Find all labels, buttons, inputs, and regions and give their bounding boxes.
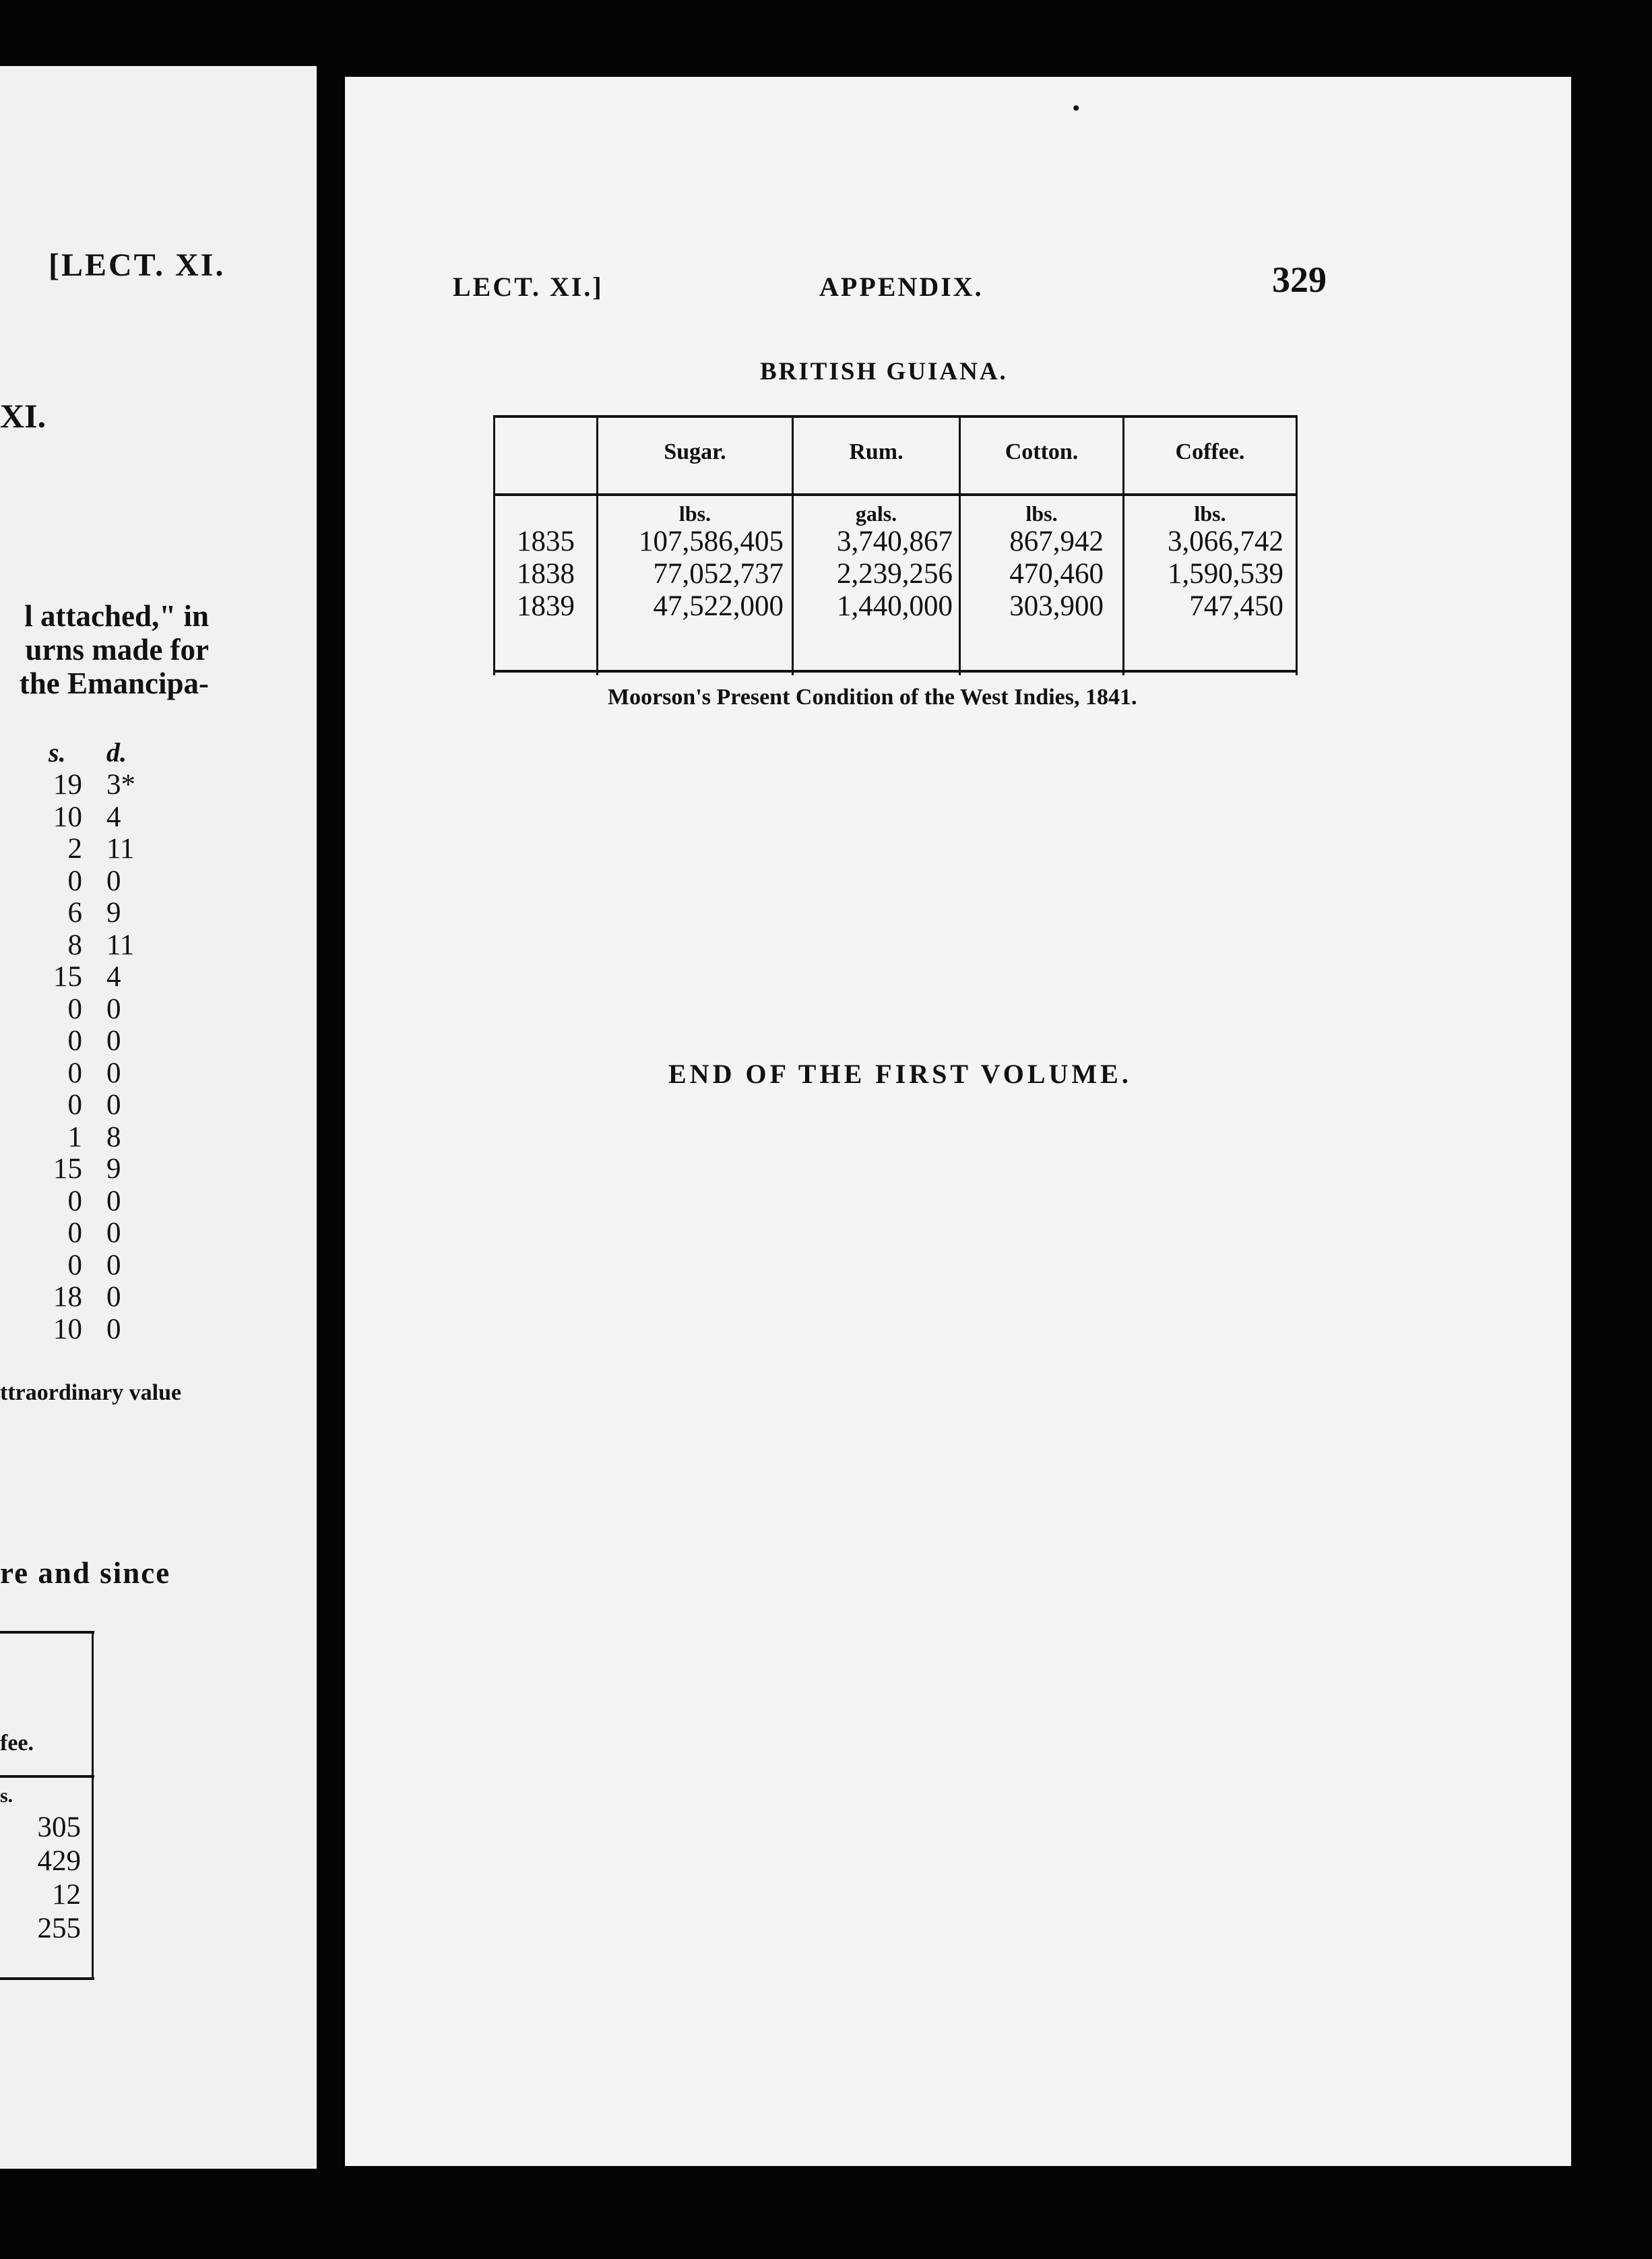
- pence-value: 11: [106, 833, 135, 865]
- year-cell: 1835: [517, 526, 575, 557]
- table-title: BRITISH GUIANA.: [760, 358, 1008, 385]
- page-number: 329: [1272, 259, 1327, 300]
- shillings-value: 10: [53, 801, 82, 833]
- shillings-value: 1: [67, 1121, 82, 1153]
- pence-value: 0: [106, 1089, 121, 1121]
- unit-rum: gals.: [855, 501, 897, 526]
- shillings-value: 0: [67, 993, 82, 1025]
- left-table-value: 255: [37, 1913, 81, 1944]
- column-sugar: [598, 526, 784, 623]
- column-header-cotton: Cotton.: [1005, 439, 1079, 464]
- unit-cotton: lbs.: [1025, 501, 1058, 526]
- cotton-cell: 470,460: [1009, 558, 1104, 590]
- money-column: [34, 737, 148, 1411]
- rum-cell: 2,239,256: [837, 558, 953, 590]
- shillings-value: 0: [67, 1089, 82, 1121]
- shillings-value: 0: [67, 1057, 82, 1089]
- pence-value: 0: [106, 1281, 121, 1313]
- pence-value: 0: [106, 1217, 121, 1249]
- rum-cell: 3,740,867: [837, 526, 953, 557]
- column-year: [497, 526, 594, 623]
- left-table-border: [92, 1631, 94, 1980]
- cotton-cell: 303,900: [1009, 590, 1104, 622]
- shillings-header: s.: [49, 737, 66, 768]
- coffee-cell: 1,590,539: [1168, 558, 1283, 590]
- shillings-value: 15: [53, 961, 82, 993]
- rum-cell: 1,440,000: [837, 590, 953, 622]
- shillings-value: 10: [53, 1313, 82, 1345]
- left-table-value: 12: [52, 1879, 81, 1911]
- left-heading: XI.: [0, 397, 46, 435]
- end-of-volume: END OF THE FIRST VOLUME.: [668, 1059, 1132, 1089]
- shillings-value: 0: [67, 865, 82, 897]
- sugar-cell: 77,052,737: [653, 558, 784, 590]
- left-text-line: l attached," in: [24, 599, 209, 633]
- left-trailing-text: re and since: [0, 1556, 171, 1590]
- pence-value: 0: [106, 1057, 121, 1089]
- right-page: [345, 77, 1571, 2166]
- left-footnote: ttraordinary value: [0, 1380, 182, 1405]
- coffee-cell: 3,066,742: [1168, 526, 1283, 557]
- shillings-value: 0: [67, 1025, 82, 1057]
- left-table-value: 429: [37, 1845, 81, 1877]
- column-cotton: [961, 526, 1104, 623]
- left-table-rule: [0, 1775, 94, 1778]
- shillings-value: 18: [53, 1281, 82, 1313]
- pence-value: 0: [106, 993, 121, 1025]
- shillings-value: 0: [67, 1249, 82, 1281]
- table-border: [1296, 415, 1298, 675]
- left-page: [0, 66, 317, 2169]
- source-citation: Moorson's Present Condition of the West Indies, 1841.: [608, 685, 1137, 710]
- table-border: [493, 415, 495, 675]
- left-table-rule: [0, 1977, 94, 1980]
- left-table-header: fee.: [0, 1731, 34, 1756]
- pence-value: 11: [106, 929, 135, 961]
- sugar-cell: 107,586,405: [639, 526, 784, 557]
- pence-value: 0: [106, 1313, 121, 1345]
- pence-value: 0: [106, 1185, 121, 1217]
- pence-value: 8: [106, 1121, 121, 1153]
- shillings-value: 6: [67, 897, 82, 929]
- pence-value: 9: [106, 1153, 121, 1185]
- shillings-value: 2: [67, 833, 82, 865]
- left-text-line: the Emancipa-: [19, 667, 209, 700]
- column-header-rum: Rum.: [849, 439, 903, 464]
- running-head-left: LECT. XI.]: [453, 272, 604, 302]
- pence-value: 0: [106, 1249, 121, 1281]
- shillings-value: 15: [53, 1153, 82, 1185]
- pence-value: 4: [106, 801, 121, 833]
- unit-sugar: lbs.: [678, 501, 711, 526]
- column-header-coffee: Coffee.: [1175, 439, 1245, 464]
- column-header-sugar: Sugar.: [664, 439, 726, 464]
- table-bottom-rule: [493, 670, 1298, 673]
- shillings-value: 0: [67, 1185, 82, 1217]
- pence-value: 0: [106, 865, 121, 897]
- year-cell: 1838: [517, 558, 575, 590]
- pence-value: 3*: [106, 769, 135, 801]
- sugar-cell: 47,522,000: [653, 590, 784, 622]
- table-top-rule: [493, 415, 1298, 418]
- unit-coffee: lbs.: [1194, 501, 1226, 526]
- pence-value: 9: [106, 897, 121, 929]
- pence-value: 4: [106, 961, 121, 993]
- shillings-value: 0: [67, 1217, 82, 1249]
- left-running-head: [LECT. XI.: [49, 247, 226, 283]
- column-rum: [794, 526, 953, 623]
- column-coffee: [1124, 526, 1283, 623]
- pence-header: d.: [106, 737, 127, 768]
- running-head-center: APPENDIX.: [819, 272, 984, 302]
- table-header-rule: [493, 493, 1298, 496]
- shillings-value: 19: [53, 769, 82, 801]
- cotton-cell: 867,942: [1009, 526, 1104, 557]
- ink-dot: •: [1073, 97, 1080, 119]
- shillings-value: 8: [67, 929, 82, 961]
- left-text-line: urns made for: [25, 633, 209, 667]
- coffee-cell: 747,450: [1189, 590, 1283, 622]
- pence-value: 0: [106, 1025, 121, 1057]
- year-cell: 1839: [517, 590, 575, 622]
- left-table-value: 305: [37, 1812, 81, 1843]
- left-table-unit: s.: [0, 1785, 13, 1807]
- left-table-rule: [0, 1631, 94, 1634]
